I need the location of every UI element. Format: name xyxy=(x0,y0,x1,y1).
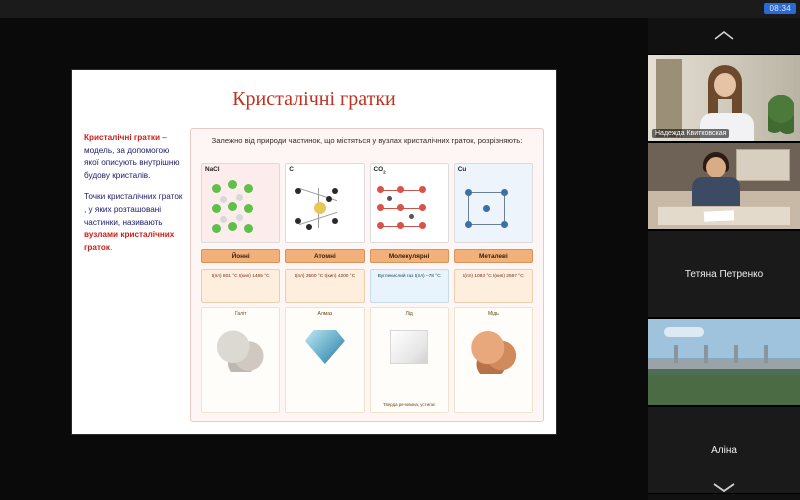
paragraph-2-body: Точки кристалічних граток , у яких розташовані частинки, називають xyxy=(84,192,183,227)
lattice-label-carbon: C xyxy=(289,166,294,173)
copper-model-icon xyxy=(455,174,532,242)
temp-metallic: t(пл) 1083 °C t(кип) 2567 °C xyxy=(454,269,533,303)
video4-grass xyxy=(648,375,800,405)
type-label-metallic: Металеві xyxy=(454,249,533,263)
lattice-model-row xyxy=(201,163,533,243)
sample-cell-halite xyxy=(201,307,280,413)
window-topbar xyxy=(0,0,800,18)
lattice-temperature-row xyxy=(201,269,533,303)
sample-caption-halite: Галіт xyxy=(234,311,247,317)
lattice-table-card xyxy=(190,128,544,422)
participant-rail xyxy=(648,18,800,500)
co2-model-icon xyxy=(371,174,448,242)
video4-tower-4 xyxy=(764,345,768,363)
sample-note-molecular: Тверда речовина, устигає xyxy=(382,402,436,407)
video4-bridge xyxy=(648,359,800,369)
participant-video-4 xyxy=(648,319,800,405)
video2-whiteboard xyxy=(736,149,790,181)
sample-caption-copper: Мідь xyxy=(487,311,499,317)
sample-caption-ice: Лід xyxy=(405,311,413,317)
lattice-label-copper: Cu xyxy=(457,166,467,173)
video-door xyxy=(656,59,682,137)
slide-left-text xyxy=(84,132,184,263)
chevron-up-icon xyxy=(713,30,735,42)
carbon-model-icon xyxy=(286,174,363,242)
participant-tile-4[interactable] xyxy=(648,318,800,406)
scroll-down-button[interactable] xyxy=(648,480,800,494)
dry-ice-block-icon xyxy=(390,330,428,364)
participant-name-3: Тетяна Петренко xyxy=(684,268,764,280)
sample-cell-copper xyxy=(454,307,533,413)
clock: 08:34 xyxy=(764,3,796,14)
video4-tower-1 xyxy=(674,345,678,363)
paragraph-2 xyxy=(84,191,184,254)
video4-tower-2 xyxy=(704,345,708,363)
participant-video-2 xyxy=(648,143,800,229)
video2-paper xyxy=(704,210,734,222)
type-label-ionic: Йонні xyxy=(201,249,280,263)
participant-tile-1[interactable] xyxy=(648,54,800,142)
lattice-cell-copper xyxy=(454,163,533,243)
lattice-cell-co2 xyxy=(370,163,449,243)
video-plant xyxy=(768,95,794,141)
video4-tower-3 xyxy=(734,345,738,363)
presentation-slide xyxy=(72,70,556,434)
copper-nugget-icon xyxy=(467,330,519,374)
halite-crystal-icon xyxy=(215,330,267,372)
participant-name-5: Аліна xyxy=(711,444,737,456)
lattice-cell-nacl xyxy=(201,163,280,243)
sample-caption-diamond: Алмаз xyxy=(317,311,333,317)
participant-tile-2[interactable] xyxy=(648,142,800,230)
participant-tile-3[interactable] xyxy=(648,230,800,318)
participant-name-1: Надежда Квитковская xyxy=(652,129,729,138)
paragraph-1-emphasis: Кристалічні гратки xyxy=(84,133,160,142)
paragraph-2-emphasis: вузлами кристалічних граток xyxy=(84,230,175,252)
type-label-molecular: Молекулярні xyxy=(370,249,449,263)
sample-cell-diamond xyxy=(285,307,364,413)
sample-cell-ice xyxy=(370,307,449,413)
lattice-type-row xyxy=(201,249,533,263)
temp-atomic: t(пл) 3500 °C t(кип) 4200 °C xyxy=(285,269,364,303)
paragraph-1-body: – модель, за допомогою якої описують внутрішню будову кристалів. xyxy=(84,133,180,180)
lattice-label-co2: $CO_2$ xyxy=(373,166,386,175)
video-face xyxy=(714,73,736,97)
scroll-up-button[interactable] xyxy=(648,18,800,54)
lattice-cell-carbon xyxy=(285,163,364,243)
slide-title: Кристалічні гратки xyxy=(232,88,396,110)
video2-face xyxy=(706,157,726,178)
lattice-sample-row xyxy=(201,307,533,413)
lattice-label-nacl: NaCl xyxy=(205,166,220,173)
paragraph-2-period: . xyxy=(109,242,113,252)
paragraph-1 xyxy=(84,132,184,182)
nacl-model-icon xyxy=(202,174,279,242)
chevron-down-icon xyxy=(711,480,737,494)
shared-screen-stage[interactable] xyxy=(0,18,648,500)
temp-ionic: t(пл) 801 °C t(кип) 1465 °C xyxy=(201,269,280,303)
video4-cloud xyxy=(664,327,704,337)
diamond-icon xyxy=(305,330,345,364)
card-heading: Залежно від природи частинок, що містяться у вузлах кристалічних граток, розрізняють: xyxy=(211,136,523,145)
type-label-atomic: Атомні xyxy=(285,249,364,263)
video2-torso xyxy=(692,177,740,207)
temp-molecular: Вуглекислий газ t(пл) –78 °C xyxy=(370,269,449,303)
